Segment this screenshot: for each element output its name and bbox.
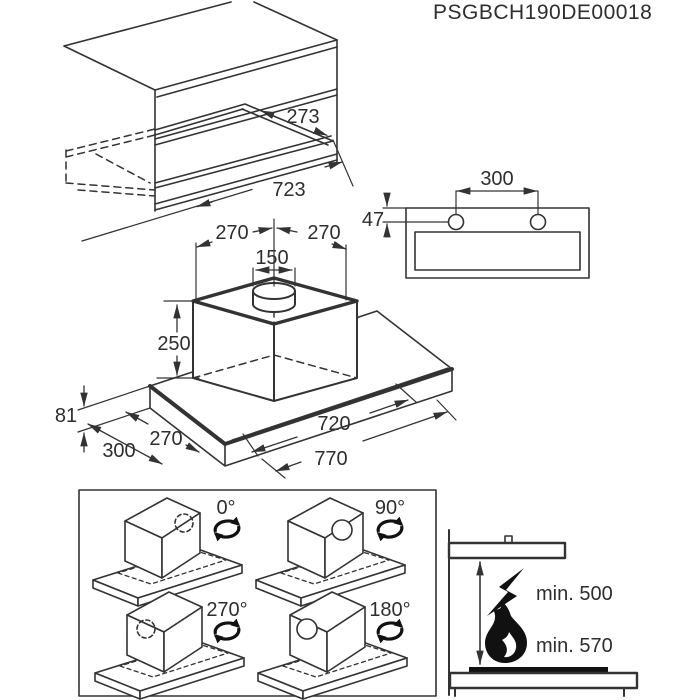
cabinet-cutout-width-label: 723: [272, 179, 306, 201]
hood-front-outline: [406, 208, 589, 278]
cabinet-cutout-view: [64, 2, 353, 241]
total-depth-label: 300: [102, 440, 136, 462]
gas-clearance-label: min. 570: [536, 635, 613, 657]
counter-outline: [450, 673, 637, 688]
rotation-angle-label: 270°: [206, 599, 248, 621]
visor-height-label: 81: [54, 405, 78, 427]
rotate-icon: [378, 623, 402, 639]
outlet-hole: [297, 619, 317, 639]
mounting-front-view: [362, 168, 589, 278]
rotation-option-90: [256, 497, 405, 606]
cabinet-hidden-lines: [66, 129, 155, 196]
body-height-label: 250: [157, 333, 191, 355]
rotation-option-270: [95, 592, 248, 699]
rotation-angle-label: 180°: [369, 599, 411, 621]
clearance-view: [449, 530, 637, 696]
center-to-left-label: 270: [215, 222, 249, 244]
mounting-hole-right: [531, 215, 546, 230]
rotation-angle-label: 90°: [374, 497, 406, 519]
body-depth-label: 270: [149, 428, 183, 450]
electric-clearance-label: min. 500: [536, 583, 613, 605]
hole-offset-label: 47: [361, 209, 385, 231]
rotation-angle-label: 0°: [216, 497, 236, 519]
product-code: PSGBCH190DE00018: [433, 1, 653, 24]
outlet-hole: [332, 520, 352, 540]
hood-isometric-view: [55, 219, 456, 478]
hole-spacing-label: 300: [480, 168, 514, 190]
gas-flame-icon: [485, 601, 527, 663]
body-width-label: 720: [317, 413, 351, 435]
mounting-hole-left: [449, 215, 464, 230]
rotate-icon: [378, 521, 402, 537]
hood-side-outline: [449, 543, 565, 558]
rotate-icon: [215, 521, 239, 537]
center-to-right-label: 270: [307, 222, 341, 244]
duct-diameter-label: 150: [255, 247, 289, 269]
duct-spigot: [253, 283, 295, 312]
rotate-icon: [215, 623, 239, 639]
rotation-option-0: [93, 497, 242, 606]
cabinet-cutout-depth-label: 273: [286, 106, 320, 128]
rotation-options-panel: [79, 490, 436, 699]
rotation-option-180: [258, 592, 411, 699]
total-width-label: 770: [314, 448, 348, 470]
